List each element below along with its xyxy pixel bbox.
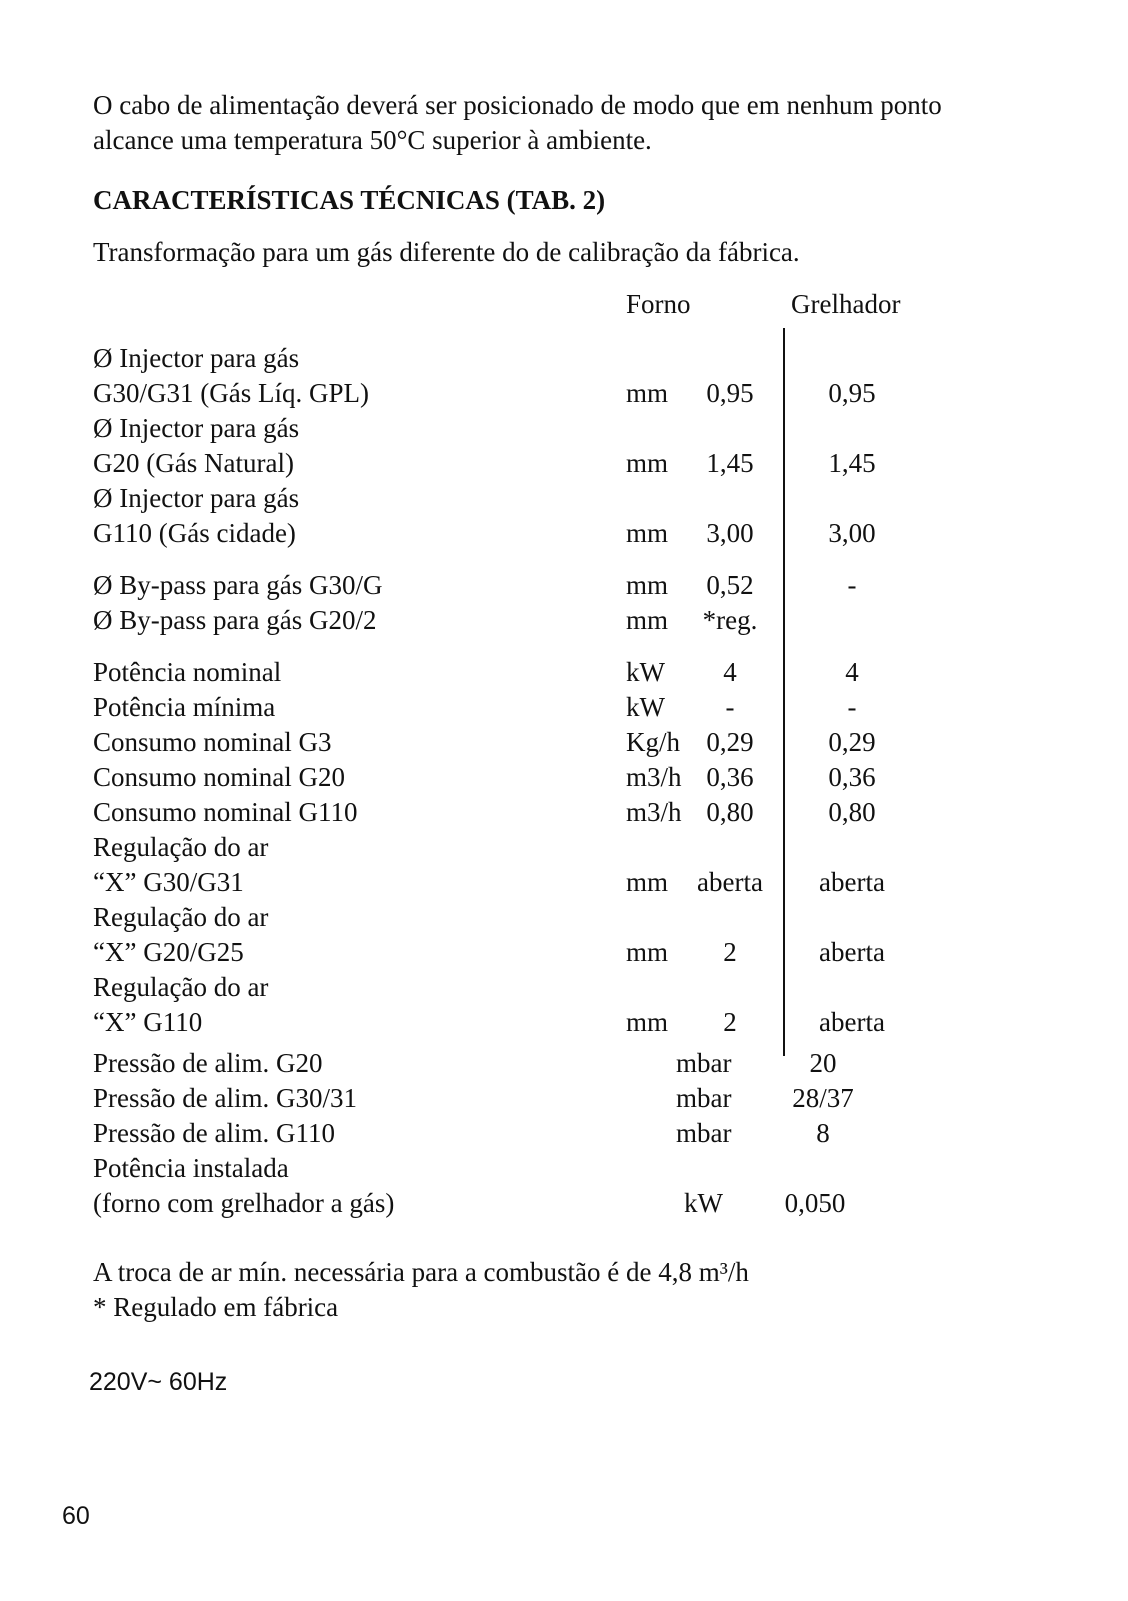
pressure-label: Pressão de alim. G110 <box>93 1118 335 1148</box>
spec-row <box>0 568 1128 603</box>
spec-label: Potência nominal <box>93 657 282 687</box>
spec-row <box>0 725 1128 760</box>
pressure-unit: kW <box>684 1188 723 1218</box>
voltage-label: 220V~ 60Hz <box>89 1368 228 1396</box>
pressure-row <box>0 1081 1128 1116</box>
spec-unit: Kg/h <box>626 727 680 757</box>
spec-value-forno: 2 <box>723 937 737 967</box>
spec-row <box>0 830 1128 865</box>
spec-label: Ø Injector para gás <box>93 483 300 513</box>
spec-value-grelhador: 0,36 <box>828 762 876 792</box>
spec-value-grelhador: - <box>847 570 857 600</box>
spec-value-grelhador: aberta <box>819 937 885 967</box>
spec-label: Ø Injector para gás <box>93 413 300 443</box>
intro-paragraph: O cabo de alimentação deverá ser posicionado de modo que em nenhum ponto alcance uma temperatura 50°C superior à ambiente. <box>93 90 942 155</box>
spec-value-forno: 4 <box>723 657 737 687</box>
pressure-value: 20 <box>809 1048 837 1078</box>
spec-label: “X” G30/G31 <box>93 867 244 897</box>
spec-label: Ø By-pass para gás G20/2 <box>93 605 377 635</box>
section-subtitle: Transformação para um gás diferente do de calibração da fábrica. <box>93 237 800 267</box>
pressure-label: Pressão de alim. G30/31 <box>93 1083 357 1113</box>
spec-unit: kW <box>626 657 665 687</box>
spec-label: Ø By-pass para gás G30/G <box>93 570 383 600</box>
section-heading: CARACTERÍSTICAS TÉCNICAS (TAB. 2) <box>93 185 606 215</box>
pressure-value: 0,050 <box>784 1188 846 1218</box>
spec-row <box>0 603 1128 638</box>
pressure-row <box>0 1151 1128 1186</box>
pressure-unit: mbar <box>676 1118 732 1148</box>
spec-unit: mm <box>626 518 669 548</box>
pressure-row <box>0 1046 1128 1081</box>
spec-value-grelhador: aberta <box>819 867 885 897</box>
spec-unit: m3/h <box>626 762 682 792</box>
spec-label: “X” G20/G25 <box>93 937 244 967</box>
spec-value-grelhador: 4 <box>845 657 859 687</box>
spec-unit: m3/h <box>626 797 682 827</box>
spec-row <box>0 900 1128 935</box>
spec-row <box>0 446 1128 481</box>
spec-row <box>0 970 1128 1005</box>
spec-row <box>0 795 1128 830</box>
note-factory-set: * Regulado em fábrica <box>93 1292 339 1322</box>
spec-value-forno: - <box>725 692 735 722</box>
spec-unit: kW <box>626 692 665 722</box>
spec-row <box>0 1005 1128 1040</box>
spec-value-grelhador: aberta <box>819 1007 885 1037</box>
spec-label: Regulação do ar <box>93 972 269 1002</box>
spec-row <box>0 411 1128 446</box>
spec-value-grelhador: 0,29 <box>828 727 876 757</box>
spec-unit: mm <box>626 605 669 635</box>
pressure-label: (forno com grelhador a gás) <box>93 1188 395 1218</box>
spec-value-forno: 0,52 <box>706 570 754 600</box>
spec-unit: mm <box>626 937 669 967</box>
spec-row <box>0 516 1128 551</box>
spec-label: Consumo nominal G110 <box>93 797 358 827</box>
spec-value-grelhador: - <box>847 692 857 722</box>
spec-label: G30/G31 (Gás Líq. GPL) <box>93 378 369 408</box>
spec-row <box>0 935 1128 970</box>
spec-row <box>0 690 1128 725</box>
spec-value-forno: 1,45 <box>706 448 754 478</box>
spec-label: G20 (Gás Natural) <box>93 448 294 478</box>
spec-row <box>0 760 1128 795</box>
spec-unit: mm <box>626 867 669 897</box>
pressure-row <box>0 1186 1128 1221</box>
spec-value-grelhador: 0,80 <box>828 797 876 827</box>
pressure-unit: mbar <box>676 1048 732 1078</box>
pressure-value: 28/37 <box>792 1083 854 1113</box>
spec-value-grelhador: 1,45 <box>828 448 876 478</box>
spec-label: “X” G110 <box>93 1007 203 1037</box>
spec-value-grelhador: 0,95 <box>828 378 876 408</box>
spec-value-forno: aberta <box>697 867 763 897</box>
spec-label: G110 (Gás cidade) <box>93 518 296 548</box>
spec-row <box>0 376 1128 411</box>
page-number: 60 <box>62 1502 90 1530</box>
spec-value-forno: 2 <box>723 1007 737 1037</box>
pressure-unit: mbar <box>676 1083 732 1113</box>
spec-row <box>0 655 1128 690</box>
pressure-row <box>0 1116 1128 1151</box>
spec-unit: mm <box>626 570 669 600</box>
spec-row <box>0 341 1128 376</box>
spec-value-forno: 3,00 <box>706 518 754 548</box>
spec-unit: mm <box>626 1007 669 1037</box>
column-header-forno: Forno <box>626 289 691 319</box>
pressure-label: Potência instalada <box>93 1153 289 1183</box>
spec-label: Ø Injector para gás <box>93 343 300 373</box>
spec-label: Regulação do ar <box>93 902 269 932</box>
spec-label: Regulação do ar <box>93 832 269 862</box>
spec-value-forno: 0,36 <box>706 762 754 792</box>
spec-unit: mm <box>626 448 669 478</box>
spec-row <box>0 865 1128 900</box>
note-air-exchange: A troca de ar mín. necessária para a combustão é de 4,8 m³/h <box>93 1257 749 1287</box>
spec-value-forno: *reg. <box>702 605 758 635</box>
spec-label: Potência mínima <box>93 692 276 722</box>
spec-value-forno: 0,95 <box>706 378 754 408</box>
column-header-grelhador: Grelhador <box>791 289 901 319</box>
pressure-label: Pressão de alim. G20 <box>93 1048 323 1078</box>
spec-unit: mm <box>626 378 669 408</box>
spec-label: Consumo nominal G3 <box>93 727 332 757</box>
spec-value-forno: 0,29 <box>706 727 754 757</box>
pressure-value: 8 <box>816 1118 830 1148</box>
spec-label: Consumo nominal G20 <box>93 762 346 792</box>
spec-row <box>0 481 1128 516</box>
spec-value-grelhador: 3,00 <box>828 518 876 548</box>
spec-value-forno: 0,80 <box>706 797 754 827</box>
